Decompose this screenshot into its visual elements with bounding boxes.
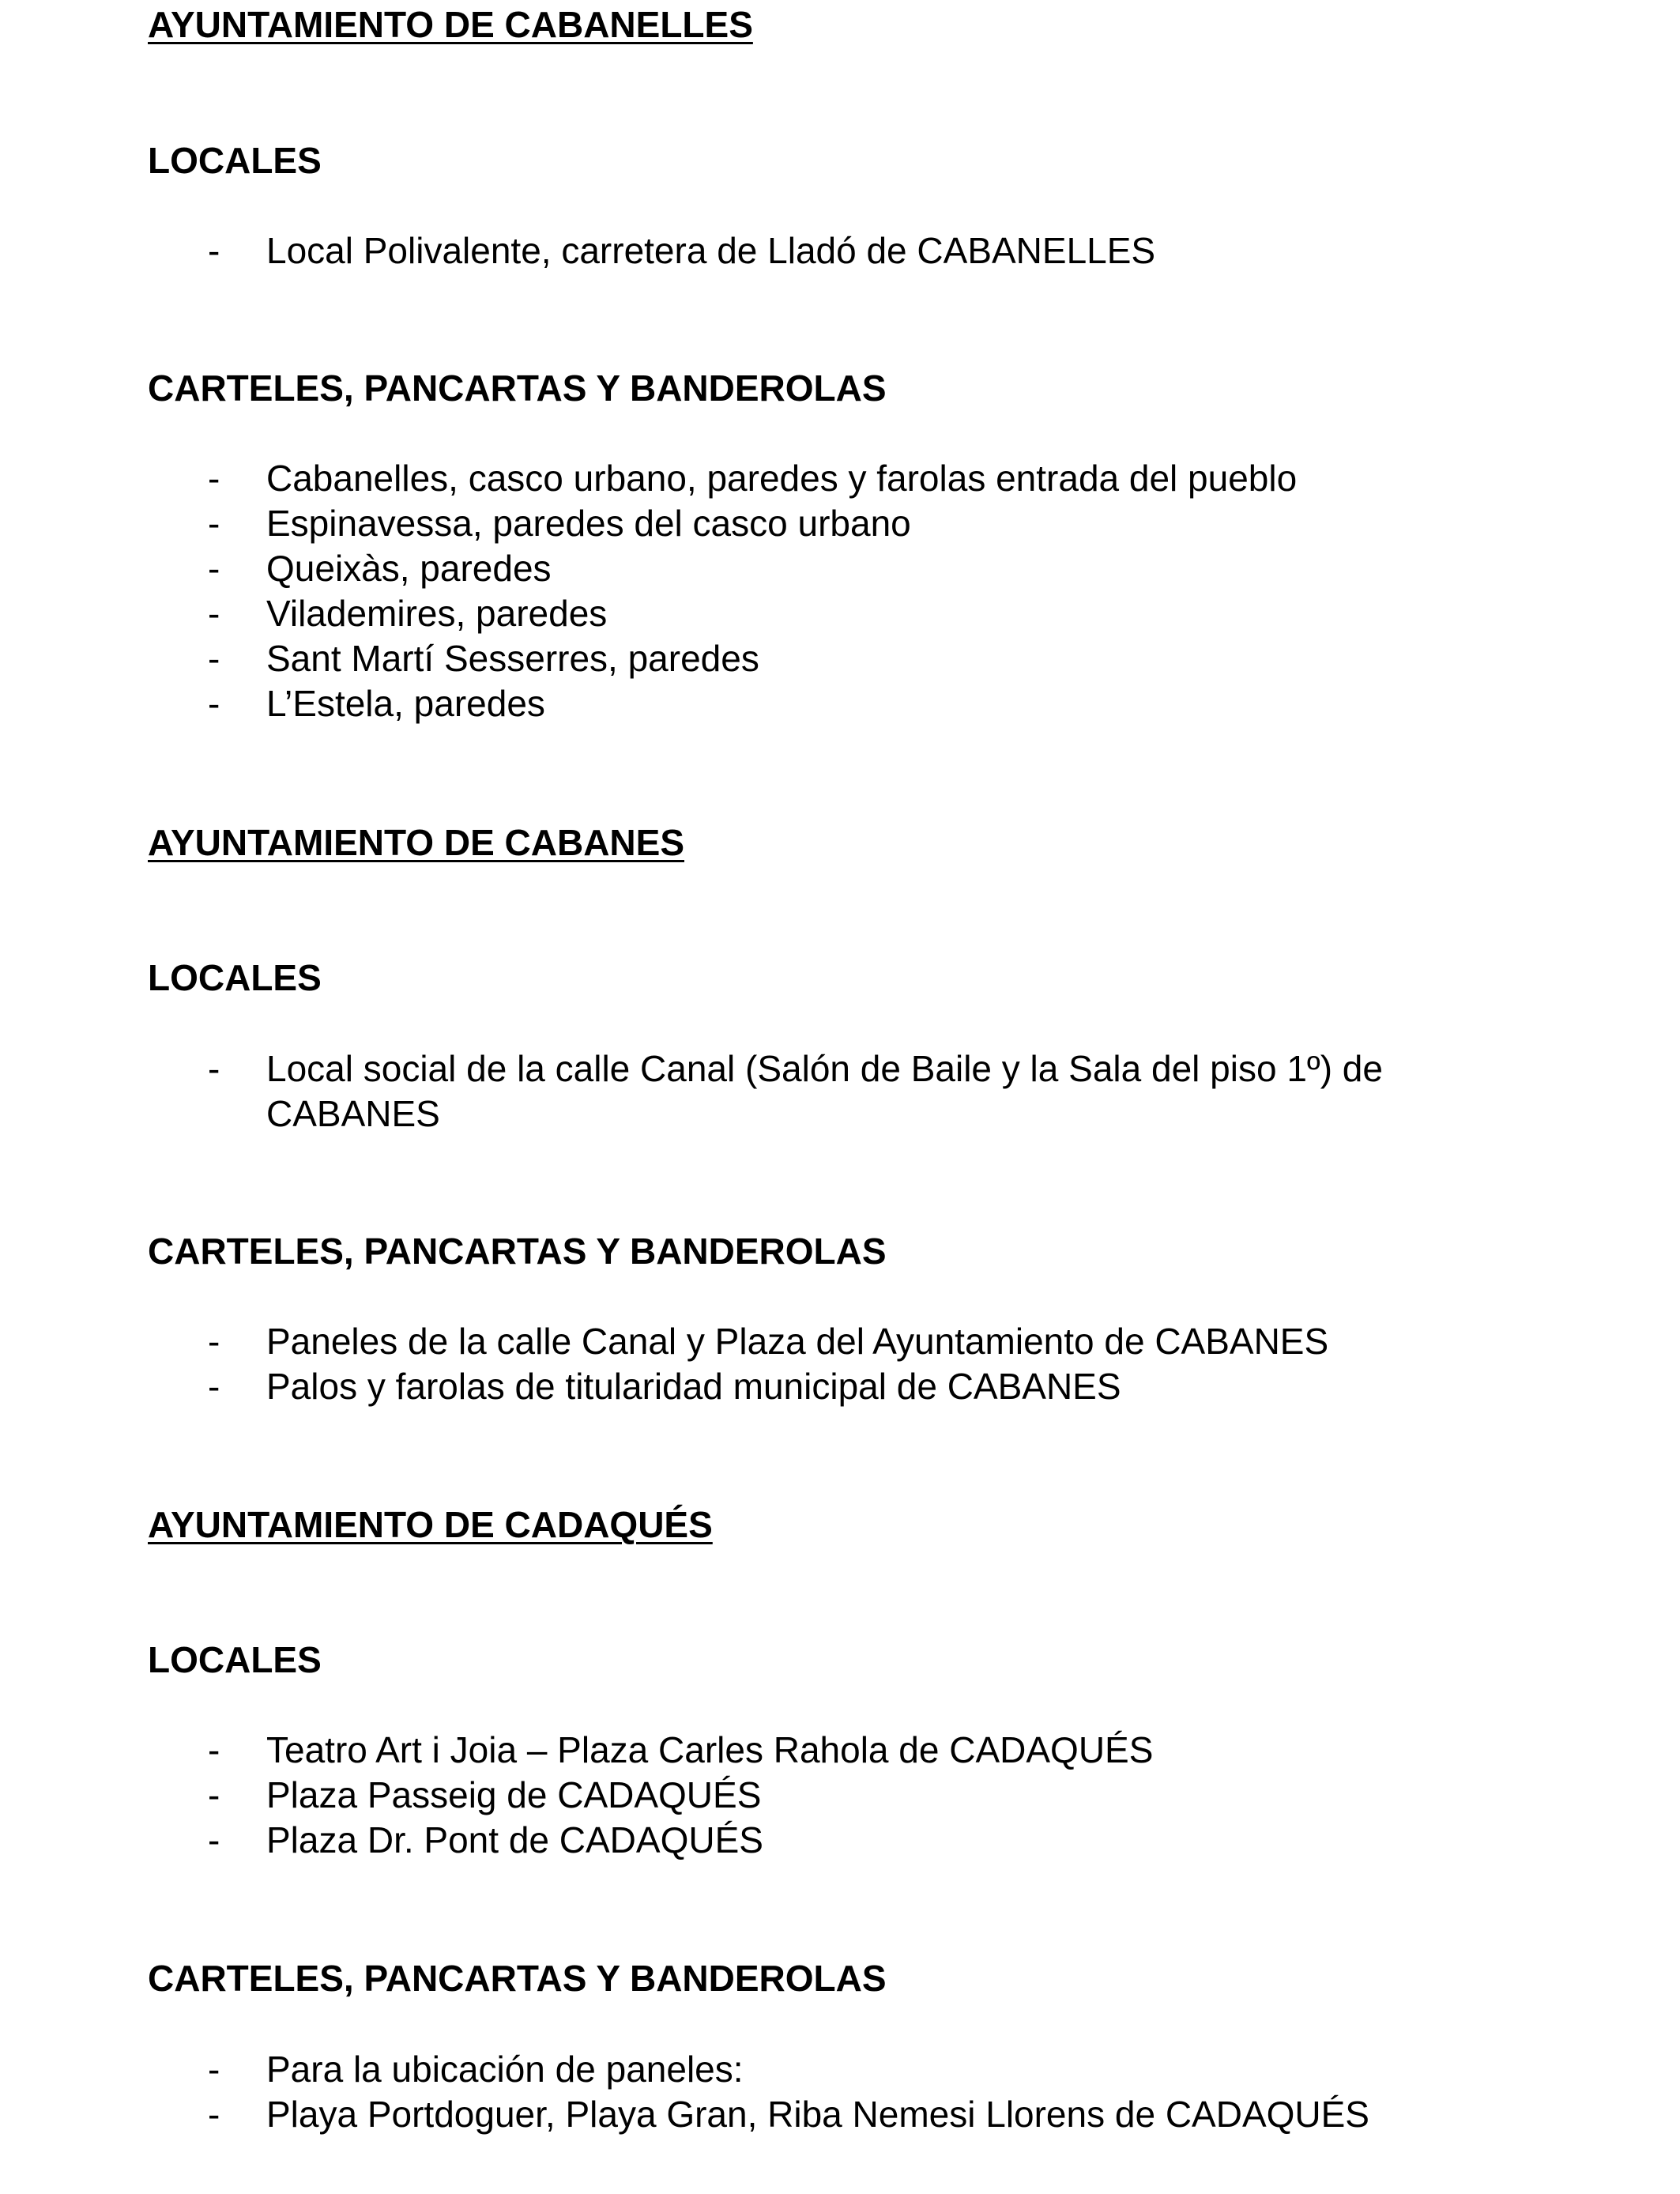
list-item-text: L’Estela, paredes <box>266 683 545 724</box>
bullet-dash: - <box>208 1729 220 1770</box>
list-item-text: Playa Portdoguer, Playa Gran, Riba Nemesi Llorens de CADAQUÉS <box>266 2094 1369 2135</box>
list-item-text: Para la ubicación de paneles: <box>266 2049 744 2090</box>
bullet-dash: - <box>208 2049 220 2090</box>
locales-heading-cabanelles: LOCALES <box>148 140 322 181</box>
bullet-dash: - <box>208 1048 220 1089</box>
list-item-text: Queixàs, paredes <box>266 548 552 589</box>
list-item-text: Cabanelles, casco urbano, paredes y farolas entrada del pueblo <box>266 458 1298 499</box>
carteles-heading-cabanes: CARTELES, PANCARTAS Y BANDEROLAS <box>148 1231 887 1272</box>
bullet-dash: - <box>208 458 220 499</box>
list-item-text: Palos y farolas de titularidad municipal de CABANES <box>266 1366 1121 1407</box>
bullet-dash: - <box>208 683 220 724</box>
list-item-text: Sant Martí Sesserres, paredes <box>266 638 759 679</box>
bullet-dash: - <box>208 2094 220 2135</box>
list-item-text: Plaza Passeig de CADAQUÉS <box>266 1774 762 1815</box>
bullet-dash: - <box>208 1366 220 1407</box>
list-item-text: Espinavessa, paredes del casco urbano <box>266 503 911 544</box>
list-item-text: Teatro Art i Joia – Plaza Carles Rahola de CADAQUÉS <box>266 1729 1154 1770</box>
list-item-text: Plaza Dr. Pont de CADAQUÉS <box>266 1819 763 1860</box>
bullet-dash: - <box>208 548 220 589</box>
carteles-heading-cadaques: CARTELES, PANCARTAS Y BANDEROLAS <box>148 1958 887 1999</box>
section-title-cadaques: AYUNTAMIENTO DE CADAQUÉS <box>148 1504 713 1545</box>
bullet-dash: - <box>208 638 220 679</box>
bullet-dash: - <box>208 1321 220 1362</box>
bullet-dash: - <box>208 1774 220 1815</box>
bullet-dash: - <box>208 230 220 271</box>
bullet-dash: - <box>208 593 220 634</box>
list-item-text: Vilademires, paredes <box>266 593 608 634</box>
bullet-dash: - <box>208 1819 220 1860</box>
list-item-text: Paneles de la calle Canal y Plaza del Ayuntamiento de CABANES <box>266 1321 1329 1362</box>
carteles-heading-cabanelles: CARTELES, PANCARTAS Y BANDEROLAS <box>148 368 887 409</box>
bullet-dash: - <box>208 503 220 544</box>
section-title-cabanelles: AYUNTAMIENTO DE CABANELLES <box>148 4 753 45</box>
section-title-cabanes: AYUNTAMIENTO DE CABANES <box>148 822 684 863</box>
locales-heading-cabanes: LOCALES <box>148 957 322 998</box>
list-item-text: Local social de la calle Canal (Salón de Baile y la Sala del piso 1º) de CABANES <box>266 1048 1383 1134</box>
list-item-text: Local Polivalente, carretera de Lladó de CABANELLES <box>266 230 1156 271</box>
locales-heading-cadaques: LOCALES <box>148 1639 322 1680</box>
